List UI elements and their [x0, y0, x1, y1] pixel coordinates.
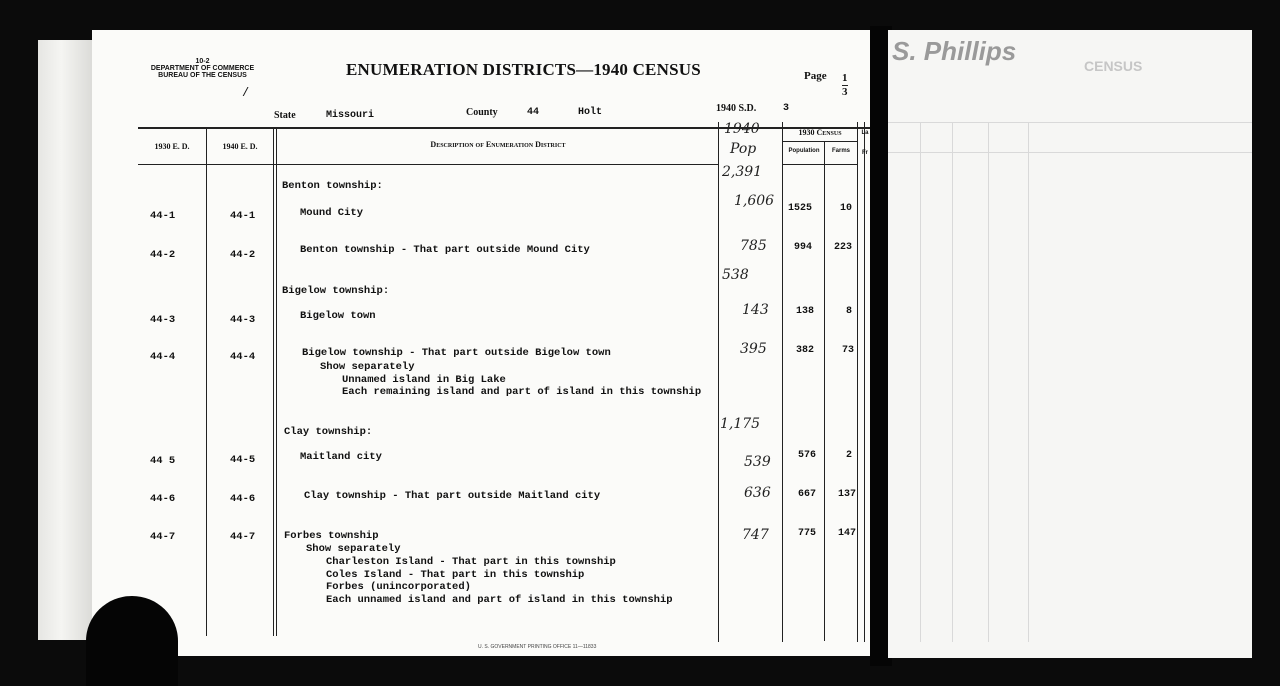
county-number: 44 [527, 107, 540, 118]
row-description: Mound City [300, 207, 364, 219]
ed-1930: 44-6 [150, 493, 176, 505]
tick-mark: / [242, 86, 250, 100]
pop-1940: 1,606 [734, 193, 775, 209]
ed-1940: 44-2 [230, 249, 256, 261]
ed-1940: 44-6 [230, 493, 256, 505]
farms-1930: 2 [846, 450, 853, 461]
farms-1930: 147 [838, 528, 857, 539]
pop-1930: 775 [798, 528, 817, 539]
row-description: Bigelow town [300, 310, 376, 322]
department-block [135, 58, 270, 79]
bureau-name: BUREAU OF THE CENSUS [158, 72, 247, 79]
facing-page [888, 30, 1252, 658]
row-description: Maitland city [300, 451, 382, 463]
row-description: Forbes township [284, 530, 379, 542]
ed-1940: 44-3 [230, 314, 256, 326]
pop-1940: 636 [744, 485, 771, 501]
farms-1930: 10 [840, 203, 853, 214]
row-description: Benton township: [282, 180, 383, 192]
row-description: Show separately [320, 361, 415, 373]
row-description: Clay township: [284, 426, 373, 438]
page-number-current: 1 [842, 72, 848, 84]
ed-1930: 44-7 [150, 531, 176, 543]
pop-1940: 143 [742, 302, 769, 318]
farms-1930: 8 [846, 306, 853, 317]
state-label: State [274, 110, 296, 121]
ed-1930: 44-3 [150, 314, 176, 326]
row-description: Benton township - That part outside Mound City [300, 244, 590, 256]
pop-1940: 395 [740, 341, 767, 357]
col-extra-1: La [861, 130, 869, 136]
row-description: Each remaining island and part of island in this township [342, 386, 702, 398]
pop-1940: 747 [742, 527, 769, 543]
pop-1930: 667 [798, 489, 817, 500]
county-value: Holt [578, 107, 603, 118]
printer-footer: U. S. GOVERNMENT PRINTING OFFICE 11—11833 [478, 644, 597, 650]
pop-1930: 994 [794, 242, 813, 253]
pop-1940: 785 [740, 238, 767, 254]
facing-page-handwriting: S. Phillips [892, 36, 1017, 66]
facing-page-title: CENSUS [1084, 58, 1143, 74]
row-description: Bigelow township: [282, 285, 390, 297]
pop-1930: 1525 [788, 203, 813, 214]
row-description: Each unnamed island and part of island in this township [326, 594, 673, 606]
col-pop-1940-label: Pop [730, 141, 757, 157]
ed-1930: 44-4 [150, 351, 176, 363]
dept-code: 10-2 [195, 58, 210, 65]
col-ed-1930: 1930 E. D. [154, 142, 190, 151]
pop-1940: 539 [744, 454, 771, 470]
row-description: Coles Island - That part in this township [326, 569, 585, 581]
ed-1940: 44-7 [230, 531, 256, 543]
pop-1940: 538 [722, 267, 749, 283]
page-label: Page [804, 70, 827, 82]
row-description: Charleston Island - That part in this township [326, 556, 616, 568]
farms-1930: 137 [838, 489, 857, 500]
county-label: County [466, 107, 498, 118]
col-population: Population [788, 148, 820, 154]
col-description: Description of Enumeration District [430, 140, 566, 149]
page-edge [38, 40, 96, 640]
pop-1930: 382 [796, 345, 815, 356]
col-farms: Farms [831, 148, 850, 154]
pop-1940: 2,391 [722, 164, 763, 180]
col-extra-2: Fr [862, 150, 868, 156]
ed-1940: 44-5 [230, 454, 256, 466]
row-description: Bigelow township - That part outside Bigelow town [302, 347, 611, 359]
ed-1940: 44-4 [230, 351, 256, 363]
ed-1930: 44-1 [150, 210, 176, 222]
dept-name: DEPARTMENT OF COMMERCE [150, 65, 255, 72]
state-value: Missouri [326, 110, 375, 121]
pop-1930: 576 [798, 450, 817, 461]
col-pop-1940-year: 1940 [724, 121, 760, 137]
ed-1940: 44-1 [230, 210, 256, 222]
ed-1930: 44-2 [150, 249, 176, 261]
pop-1940: 1,175 [720, 416, 761, 432]
row-description: Clay township - That part outside Maitland city [304, 490, 601, 502]
row-description: Show separately [306, 543, 401, 555]
page-number-total: 3 [842, 86, 848, 98]
col-1930-census: 1930 Census [798, 128, 842, 137]
sd-value: 3 [783, 103, 790, 114]
ed-1930: 44 5 [150, 455, 176, 467]
pop-1930: 138 [796, 306, 815, 317]
farms-1930: 223 [834, 242, 853, 253]
row-description: Forbes (unincorporated) [326, 581, 471, 593]
scanner-thumb-shadow [86, 596, 178, 686]
sd-label: 1940 S.D. [716, 103, 757, 114]
col-ed-1940: 1940 E. D. [222, 142, 258, 151]
farms-1930: 73 [842, 345, 855, 356]
page-number [842, 72, 848, 99]
row-description: Unnamed island in Big Lake [342, 374, 506, 386]
page-title: ENUMERATION DISTRICTS—1940 CENSUS [346, 60, 701, 79]
